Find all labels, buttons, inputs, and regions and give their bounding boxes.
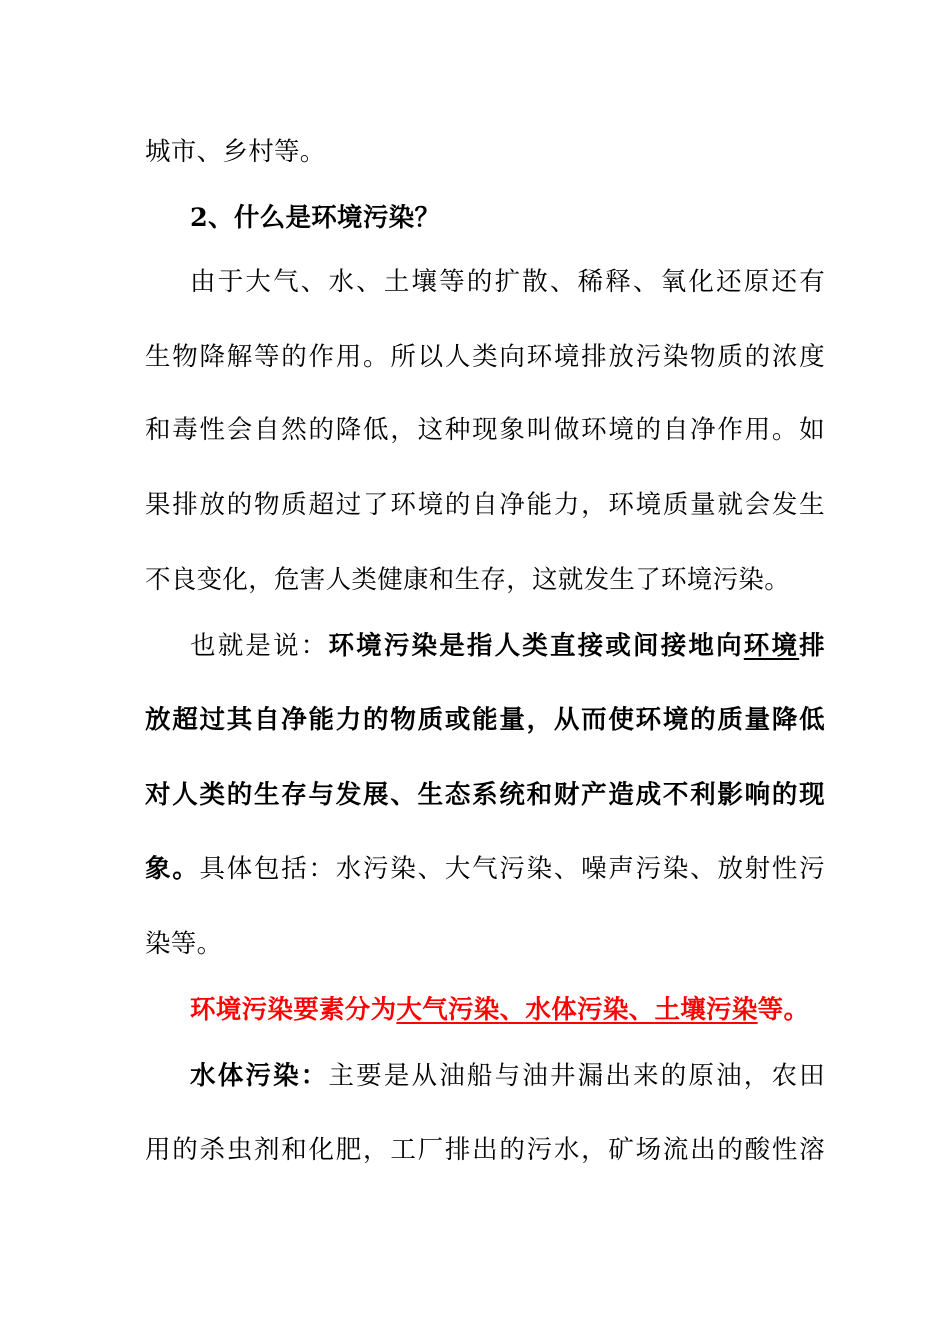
- text-line-6: [145, 485, 825, 525]
- water-pollution-line-2: [145, 1130, 825, 1170]
- text-span: 由于大气、水、土壤等的扩散、稀释、氧化还原还有: [190, 267, 825, 297]
- text-span: 和毒性会自然的降低，这种现象叫做环境的自净作用。如: [145, 415, 825, 445]
- definition-bold-text: 对人类的生存与发展、生态系统和财产造成不利影响的现: [145, 780, 825, 810]
- section-heading: [190, 198, 825, 238]
- definition-line-3: [145, 775, 825, 815]
- water-pollution-line-1: [190, 1056, 825, 1096]
- pollution-elements-line: [190, 990, 825, 1030]
- text-span: 生物降解等的作用。所以人类向环境排放污染物质的浓度: [145, 342, 825, 372]
- underlined-soil-pollution: 土壤污染: [654, 995, 758, 1025]
- underlined-separator: 、: [499, 995, 526, 1025]
- underlined-water-pollution: 水体污染: [525, 995, 629, 1025]
- definition-bold-text: 环境污染是指人类直接或间接地向: [328, 631, 744, 661]
- definition-line-1: [190, 626, 825, 666]
- text-span: 也就是说：: [190, 631, 329, 661]
- text-span: 果排放的物质超过了环境的自净能力，环境质量就会发生: [145, 490, 825, 520]
- text-span: 用的杀虫剂和化肥，工厂排出的污水，矿场流出的酸性溶: [145, 1135, 825, 1165]
- definition-bold-text: 放超过其自净能力的物质或能量，从而使环境的质量降低: [145, 705, 825, 735]
- text-line-12: [145, 924, 825, 964]
- water-pollution-label: 水体污染：: [190, 1061, 329, 1091]
- text-span: 城市、乡村等。: [145, 137, 326, 167]
- definition-line-4: [145, 849, 825, 889]
- text-span: 具体包括：水污染、大气污染、噪声污染、放射性污: [199, 854, 825, 884]
- definition-bold-text: 排: [799, 631, 825, 661]
- definition-line-2: [145, 700, 825, 740]
- heading-text: 2、什么是环境污染？: [190, 203, 441, 233]
- text-span: 染等。: [145, 929, 223, 959]
- red-bold-text: 环境污染要素分为: [190, 995, 397, 1025]
- text-line-7: [145, 560, 825, 600]
- text-line-4: [145, 337, 825, 377]
- definition-bold-text: 象。: [145, 854, 200, 884]
- underlined-separator: 、: [628, 995, 655, 1025]
- underlined-air-pollution: 大气污染: [396, 995, 500, 1025]
- text-line-1: [145, 132, 825, 172]
- text-line-5: [145, 410, 825, 450]
- text-span: 不良变化，危害人类健康和生存，这就发生了环境污染。: [145, 565, 791, 595]
- underlined-term: 环境: [743, 631, 800, 661]
- red-bold-text: 等。: [757, 995, 810, 1025]
- text-line-3: [190, 262, 825, 302]
- text-span: 主要是从油船与油井漏出来的原油，农田: [328, 1061, 825, 1091]
